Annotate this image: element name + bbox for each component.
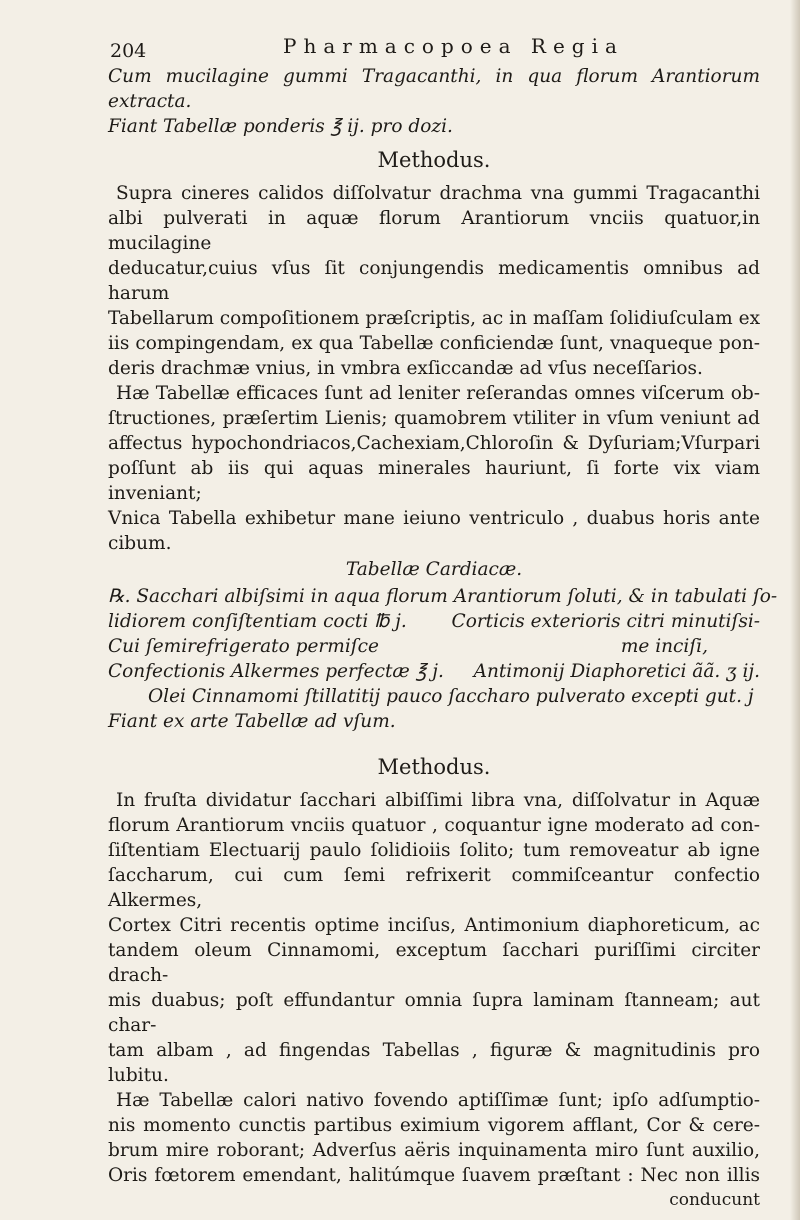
text-line: albi pulverati in aquæ florum Arantiorum vnciis quatuor,in mucilagine [108, 208, 760, 254]
text-line: poſſunt ab iis qui aquas minerales hauriunt, ſi forte vix viam inveniant; [108, 458, 760, 504]
text-line: ſaccharum, cui cum ſemi refrixerit commiſceantur confectio Alkermes, [108, 865, 760, 911]
page-edge-shadow [790, 0, 800, 1220]
text-line: Vnica Tabella exhibetur mane ieiuno ventriculo , duabus horis ante [108, 508, 760, 529]
text-line: iis compingendam, ex qua Tabellæ conficiendæ ſunt, vnaqueque pon- [108, 333, 760, 354]
text-line: ſtructiones, præſertim Lienis; quamobrem vtiliter in vſum veniunt ad [108, 408, 760, 429]
paragraph-uses-1 [108, 381, 760, 556]
text-line: Oris fœtorem emendant, halitúmque ſuavem præſtant : Nec non illis [108, 1165, 760, 1186]
recipe-line [108, 584, 778, 609]
text-line: Cum mucilagine gummi Tragacanthi, in qua florum Arantiorum [108, 66, 760, 87]
recipe-left: Cui ſemirefrigerato permiſce [108, 636, 379, 657]
section-heading-methodus-2: Methodus. [377, 755, 491, 779]
recipe-right: me inciſi, [620, 636, 708, 657]
text-line: florum Arantiorum vnciis quatuor , coquantur igne moderato ad con- [108, 815, 760, 836]
section-heading-methodus: Methodus. [377, 148, 491, 172]
recipe-left: lidiorem conſiſtentiam cocti ℔ j. [108, 611, 407, 632]
text-line: Hæ Tabellæ efficaces ſunt ad leniter reſerandas omnes viſcerum ob- [116, 383, 760, 404]
recipe-left: Olei Cinnamomi ſtillatitij pauco ſaccharo pulverato excepti gut. j [148, 686, 754, 707]
text-line: Cortex Citri recentis optime inciſus, Antimonium diaphoreticum, ac [108, 915, 760, 936]
paragraph-method-2 [108, 788, 760, 1088]
text-line: mis duabus; poſt effundantur omnia ſupra laminam ſtanneam; aut char- [108, 990, 760, 1036]
recipe-right: Corticis exterioris citri minutiſsi- [451, 611, 760, 632]
text-line: ſiſtentiam Electuarij paulo ſolidioiis ſolito; tum removeatur ab igne [108, 840, 760, 861]
running-head [108, 34, 760, 64]
text-line: brum mire roborant; Adverſus aëris inquinamenta miro ſunt auxilio, [108, 1140, 760, 1161]
catchword: conducunt [669, 1190, 760, 1210]
recipe-line [108, 684, 760, 709]
text-line: Hæ Tabellæ calori nativo fovendo aptiſſimæ ſunt; ipſo adſumptio- [116, 1090, 760, 1111]
recipe-title: Tabellæ Cardiacæ. [345, 559, 523, 580]
text-line: Fiant Tabellæ ponderis ℥ ij. pro dozi. [108, 116, 453, 137]
running-title: Pharmacopoea Regia [283, 34, 624, 58]
recipe-line [108, 709, 760, 734]
text-line: tam albam , ad fingendas Tabellas , figuræ & magnitudinis pro lubitu. [108, 1040, 760, 1086]
recipe-line [108, 609, 760, 634]
recipe-right: Antimonij Diaphoretici ãã. ʒ ij. [473, 661, 760, 682]
paragraph-uses-2 [108, 1088, 760, 1188]
recipe-block [108, 584, 778, 734]
recipe-left: ℞. Sacchari albiſsimi in aqua florum Arantiorum ſoluti, & in tabulati ſo- [108, 586, 778, 607]
text-line: extracta. [108, 91, 192, 112]
recipe-line [108, 634, 760, 659]
text-line: nis momento cunctis partibus eximium vigorem afflant, Cor & cere- [108, 1115, 760, 1136]
text-line: cibum. [108, 533, 172, 554]
page-number: 204 [110, 40, 147, 62]
paragraph-method-1 [108, 181, 760, 381]
text-line: affectus hypochondriacos,Cachexiam,Chloroſin & Dyſuriam;Vſurpari [108, 433, 760, 454]
text-line: tandem oleum Cinnamomi, exceptum ſacchari puriſſimi circiter drach- [108, 940, 760, 986]
text-line: In fruſta dividatur ſacchari albiſſimi libra vna, diſſolvatur in Aquæ [116, 790, 760, 811]
text-line: Tabellarum compoſitionem præſcriptis, ac in maſſam ſolidiuſculam ex [108, 308, 760, 329]
text-line: deducatur,cuius vſus ſit conjungendis medicamentis omnibus ad harum [108, 258, 760, 304]
text-line: Supra cineres calidos diſſolvatur drachma vna gummi Tragacanthi [116, 183, 760, 204]
recipe-line [108, 659, 760, 684]
recipe-left: Confectionis Alkermes perfectæ ℥ j. [108, 661, 444, 682]
recipe-left: Fiant ex arte Tabellæ ad vſum. [108, 711, 396, 732]
text-line: deris drachmæ vnius, in vmbra exſiccandæ ad vſus neceſſarios. [108, 358, 703, 379]
prescription-continuation [108, 64, 760, 139]
